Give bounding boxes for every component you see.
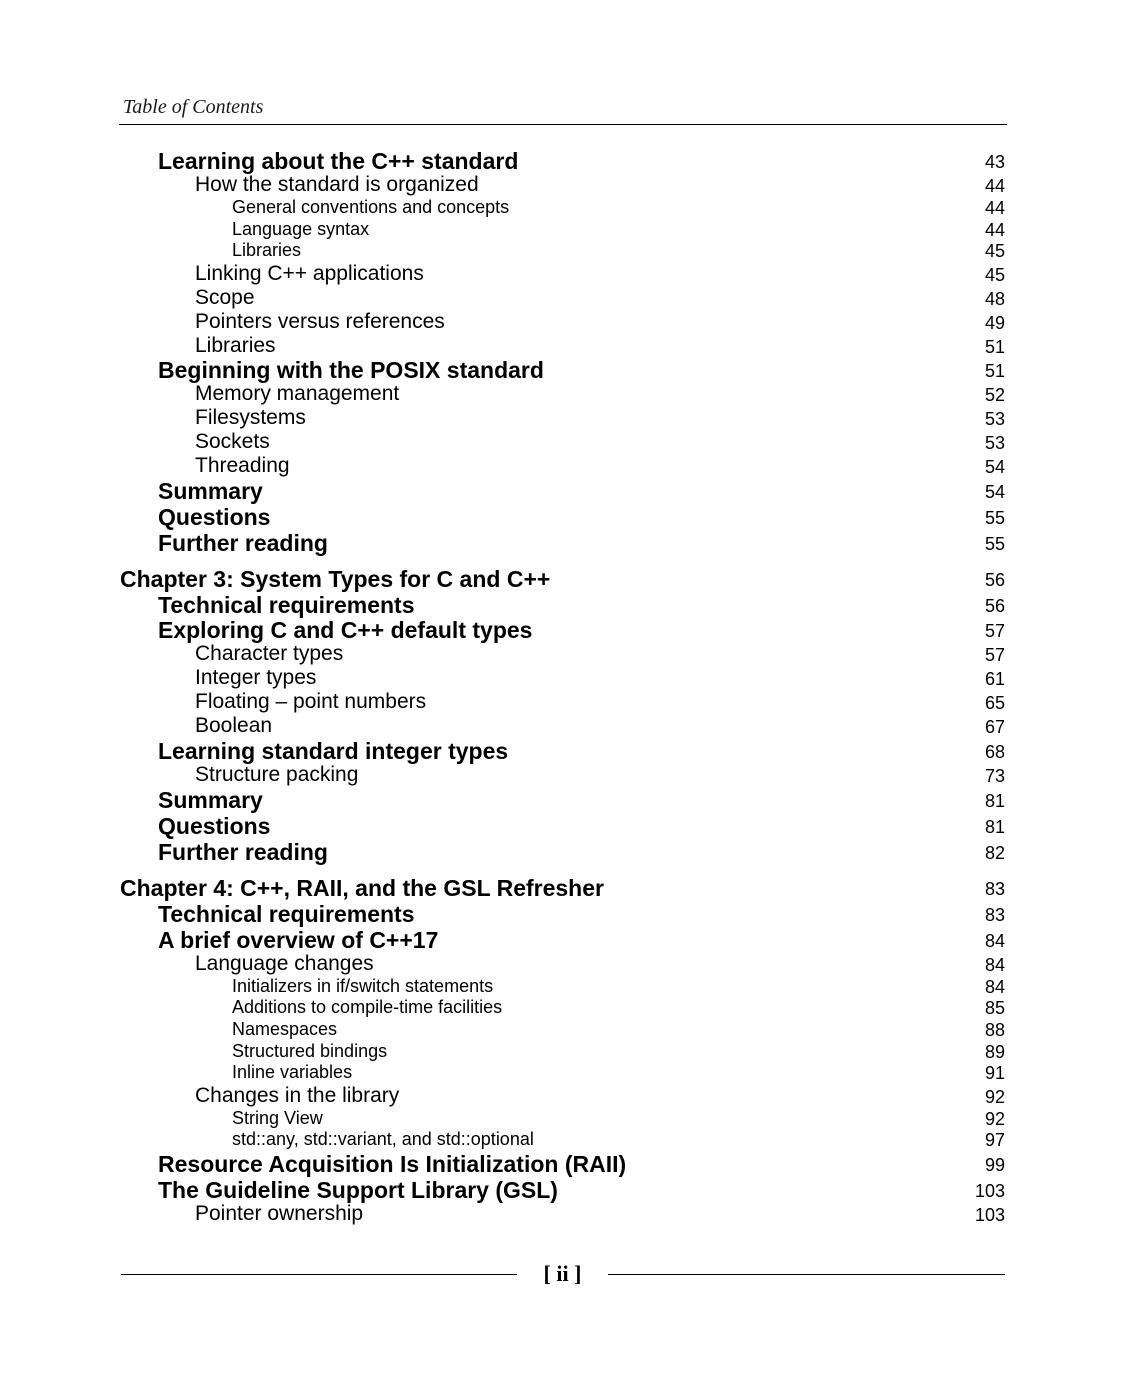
toc-entry-title: Sockets — [195, 430, 270, 453]
toc-entry-page: 92 — [984, 1087, 1005, 1107]
toc-entry-page: 84 — [984, 977, 1005, 997]
toc-entry-title: Changes in the library — [195, 1084, 400, 1107]
toc-entry-page: 57 — [984, 645, 1005, 665]
toc-entry-page: 53 — [984, 409, 1005, 429]
toc-entry-page: 49 — [984, 313, 1005, 333]
toc-entry-title: Filesystems — [195, 406, 306, 429]
toc-entry-title: Further reading — [158, 839, 328, 865]
toc-entry-page: 43 — [984, 152, 1005, 172]
toc-entry-page: 65 — [984, 693, 1005, 713]
toc-entry-title: How the standard is organized — [195, 173, 479, 196]
toc-entry-title: Character types — [195, 642, 344, 665]
toc-entry-page: 81 — [984, 791, 1005, 811]
toc-entry-page: 83 — [984, 879, 1005, 899]
toc-entry-page: 99 — [984, 1155, 1005, 1175]
toc-entry-title: Pointers versus references — [195, 310, 445, 333]
toc-entry-page: 51 — [984, 337, 1005, 357]
toc-entry-page: 45 — [984, 265, 1005, 285]
toc-entry-title: Questions — [158, 504, 271, 530]
toc-entry-page: 67 — [984, 717, 1005, 737]
toc-entry-page: 44 — [984, 198, 1005, 218]
toc-entry-title: Pointer ownership — [195, 1202, 364, 1225]
toc-entry-title: Libraries — [232, 240, 302, 260]
toc-entry-title: Chapter 3: System Types for C and C++ — [120, 566, 551, 592]
toc-entry-page: 44 — [984, 176, 1005, 196]
toc-entry-page: 92 — [984, 1109, 1005, 1129]
toc-entry-title: Beginning with the POSIX standard — [158, 357, 544, 383]
toc-entry-page: 55 — [984, 534, 1005, 554]
toc-entry-title: Learning standard integer types — [158, 738, 509, 764]
toc-entry-page: 52 — [984, 385, 1005, 405]
toc-entry-title: Libraries — [195, 334, 276, 357]
footer-divider-left — [121, 1274, 517, 1275]
toc-entry-title: General conventions and concepts — [232, 197, 510, 217]
running-header-title: Table of Contents — [123, 96, 264, 118]
toc-entry-title: String View — [232, 1108, 323, 1128]
toc-entry-title: Namespaces — [232, 1019, 338, 1039]
toc-entry-title: Summary — [158, 478, 263, 504]
toc-entry-title: Structured bindings — [232, 1041, 388, 1061]
toc-entry-page: 84 — [984, 931, 1005, 951]
toc-entry-title: Questions — [158, 813, 271, 839]
toc-entry-title: The Guideline Support Library (GSL) — [158, 1177, 558, 1203]
toc-entry-title: Threading — [195, 454, 290, 477]
toc-entry-page: 55 — [984, 508, 1005, 528]
toc-entry-page: 82 — [984, 843, 1005, 863]
toc-entry-title: A brief overview of C++17 — [158, 927, 439, 953]
toc-entry-page: 103 — [974, 1205, 1005, 1225]
toc-entry-title: Language syntax — [232, 219, 370, 239]
toc-entry-title: Summary — [158, 787, 263, 813]
toc-entry-page: 57 — [984, 621, 1005, 641]
toc-entry-title: Technical requirements — [158, 901, 415, 927]
toc-entry-page: 91 — [984, 1063, 1005, 1083]
toc-entry-title: Floating – point numbers — [195, 690, 427, 713]
toc-entry-page: 56 — [984, 596, 1005, 616]
toc-entry-title: Memory management — [195, 382, 400, 405]
toc-entry-page: 97 — [984, 1130, 1005, 1150]
toc-entry-title: Chapter 4: C++, RAII, and the GSL Refresher — [120, 875, 604, 901]
toc-entry-page: 54 — [984, 482, 1005, 502]
toc-entry-title: Further reading — [158, 530, 328, 556]
toc-entry-title: Boolean — [195, 714, 273, 737]
toc-entry-title: Technical requirements — [158, 592, 415, 618]
toc-entry-page: 48 — [984, 289, 1005, 309]
toc-entry-page: 54 — [984, 457, 1005, 477]
toc-entry-title: std::any, std::variant, and std::optional — [232, 1129, 534, 1149]
toc-entry-page: 61 — [984, 669, 1005, 689]
footer-divider-right — [608, 1274, 1005, 1275]
toc-entry-page: 85 — [984, 998, 1005, 1018]
toc-entry-title: Exploring C and C++ default types — [158, 617, 533, 643]
toc-entry-title: Integer types — [195, 666, 317, 689]
toc-entry-title: Linking C++ applications — [195, 262, 424, 285]
toc-entry-page: 88 — [984, 1020, 1005, 1040]
toc-entry-page: 44 — [984, 220, 1005, 240]
toc-entry-page: 81 — [984, 817, 1005, 837]
page-number: [ ii ] — [543, 1261, 582, 1286]
toc-entry-page: 68 — [984, 742, 1005, 762]
toc-entry-title: Scope — [195, 286, 255, 309]
toc-entry-title: Initializers in if/switch statements — [232, 976, 494, 996]
toc-entry-title: Inline variables — [232, 1062, 353, 1082]
toc-entry-page: 103 — [974, 1181, 1005, 1201]
toc-entry-title: Resource Acquisition Is Initialization (RAII) — [158, 1151, 627, 1177]
toc-entry-page: 84 — [984, 955, 1005, 975]
toc-entry-title: Language changes — [195, 952, 374, 975]
toc-entry-title: Additions to compile-time facilities — [232, 997, 503, 1017]
toc-entry-page: 73 — [984, 766, 1005, 786]
toc-entry-page: 89 — [984, 1042, 1005, 1062]
toc-entry-title: Learning about the C++ standard — [158, 148, 519, 174]
toc-entry-page: 51 — [984, 361, 1005, 381]
toc-entry-page: 53 — [984, 433, 1005, 453]
toc-entry-page: 56 — [984, 570, 1005, 590]
toc-entry-title: Structure packing — [195, 763, 359, 786]
toc-entry-page: 83 — [984, 905, 1005, 925]
toc-entry-page: 45 — [984, 241, 1005, 261]
